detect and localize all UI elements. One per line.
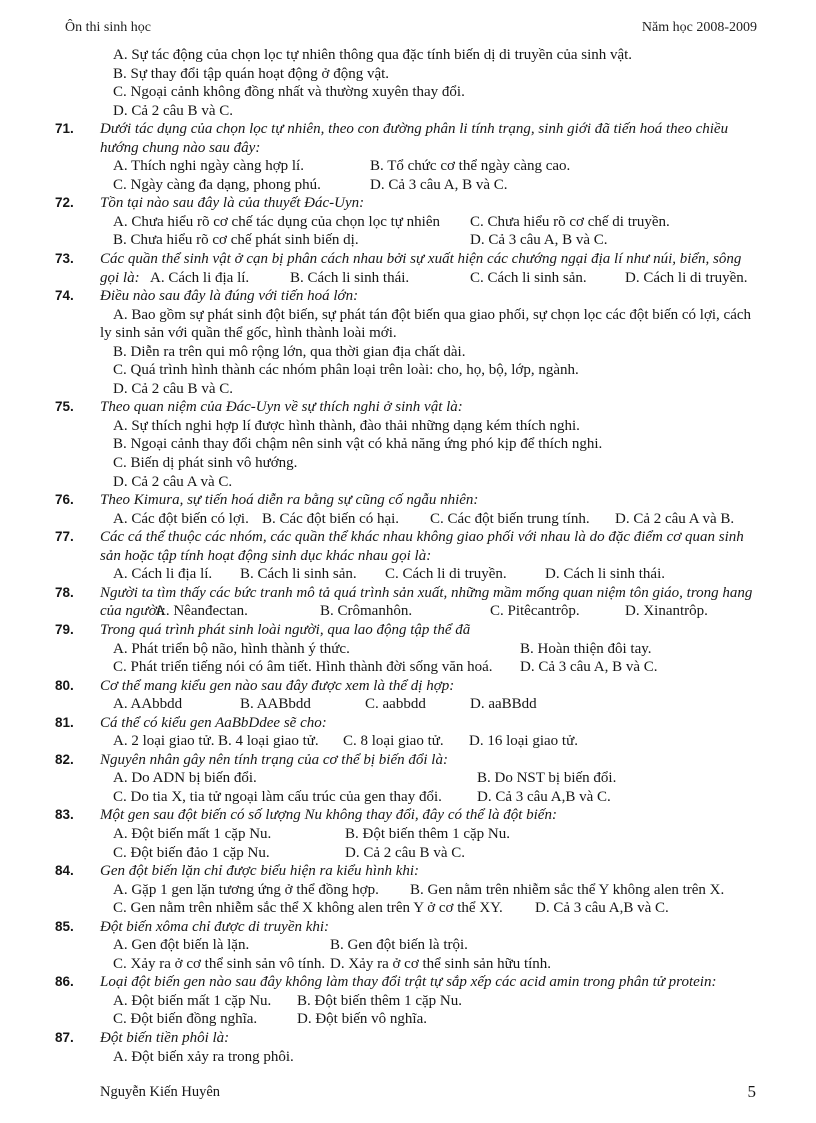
question-line [0, 65, 816, 84]
answer-option-text: A. Sự thích nghi hợp lí được hình thành, đào thải những dạng kém thích nghi. [113, 417, 580, 434]
question-line [0, 102, 816, 121]
answer-option-text: A. Bao gồm sự phát sinh đột biến, sự phát tán đột biến qua giao phối, sự chọn lọc các đột biến có lợi, cách [113, 306, 752, 323]
answer-option-text: C. Xảy ra ở cơ thể sinh sản vô tính. [113, 955, 326, 972]
header-title: Ôn thi sinh học [65, 20, 151, 35]
answer-option-text: D. Xảy ra ở cơ thể sinh sản hữu tính. [330, 955, 552, 972]
question-stem-text: Điều nào sau đây là đúng với tiến hoá lớn: [100, 288, 359, 305]
question-line [0, 454, 816, 473]
answer-option-text: A. Phát triển bộ não, hình thành ý thức. [113, 640, 350, 657]
answer-option-text: D. Cả 3 câu A, B và C. [370, 176, 508, 193]
question-number: 87. [55, 1029, 74, 1045]
answer-option-text: B. Các đột biến có hại. [262, 510, 400, 527]
question-number: 86. [55, 974, 74, 990]
answer-option-text: A. Cách li địa lí. [113, 566, 213, 583]
answer-option-text: C. Pitêcantrôp. [490, 603, 580, 620]
question-stem-text: Các quần thể sinh vật ở cạn bị phân cách nhau bởi sự xuất hiện các chướng ngại địa lí như núi, biển, sông [100, 251, 742, 268]
question-stem-text: gọi là: [100, 269, 140, 286]
answer-option-text: C. aabbdd [365, 696, 426, 713]
answer-option-text: C. 8 loại giao tử. [343, 733, 444, 750]
question-line [0, 213, 816, 232]
question-number: 79. [55, 621, 74, 637]
question-list [0, 46, 816, 1066]
answer-option-text: B. Do NST bị biến đổi. [477, 770, 617, 787]
question-line [0, 732, 816, 751]
question-line [0, 231, 816, 250]
answer-option-text: D. Cách li di truyền. [625, 269, 748, 286]
answer-option-text: A. Gặp 1 gen lặn tương ứng ở thể đồng hợp. [113, 881, 379, 898]
answer-option-text: B. Đột biến thêm 1 cặp Nu. [297, 992, 462, 1009]
question-stem-text: của người: [100, 603, 166, 620]
question-line [0, 602, 816, 621]
question-line [0, 176, 816, 195]
question-line [0, 936, 816, 955]
question-line [0, 269, 816, 288]
question-number: 81. [55, 714, 74, 730]
answer-option-text: D. Cách li sinh thái. [545, 566, 665, 583]
question-line [0, 640, 816, 659]
question-line [0, 157, 816, 176]
answer-option-text: B. Cách li sinh sản. [240, 566, 357, 583]
answer-option-text: C. Biến dị phát sinh vô hướng. [113, 455, 298, 472]
answer-option-text: C. Cách li di truyền. [385, 566, 507, 583]
answer-option-text: A. AAbbdd [113, 696, 183, 713]
question-number: 72. [55, 195, 74, 211]
answer-option-text: A. Nêanđectan. [155, 603, 248, 620]
question-line [0, 139, 816, 158]
answer-option-text: B. Đột biến thêm 1 cặp Nu. [345, 825, 510, 842]
answer-option-text: B. Sự thay đổi tập quán hoạt động ở động vật. [113, 65, 390, 82]
answer-option-text: D. Cả 3 câu A, B và C. [470, 232, 608, 249]
question-stem-text: Theo Kimura, sự tiến hoá diễn ra bằng sự cũng cố ngẫu nhiên: [100, 492, 479, 509]
answer-option-text: A. Chưa hiểu rõ cơ chế tác dụng của chọn lọc tự nhiên [113, 213, 441, 230]
question-stem-text: Đột biến tiền phôi là: [100, 1029, 230, 1046]
answer-option-text: D. Cả 2 câu B và C. [113, 102, 233, 119]
question-first-line [0, 714, 816, 733]
footer-page-number: 5 [747, 1082, 756, 1101]
answer-option-text: B. AABbdd [240, 696, 311, 713]
question-stem-text: Người ta tìm thấy các bức tranh mô tả quá trình sản xuất, những mầm mống quan niệm tôn giáo, trong hang [100, 584, 753, 601]
answer-option-text: A. Đột biến mất 1 cặp Nu. [113, 825, 272, 842]
question-number: 76. [55, 492, 74, 508]
question-line [0, 1048, 816, 1067]
question-number: 80. [55, 677, 74, 693]
question-line [0, 473, 816, 492]
answer-option-text: C. Gen nằm trên nhiễm sắc thể X không alen trên Y ở cơ thể XY. [113, 900, 503, 917]
answer-option-text: A. Các đột biến có lợi. [113, 510, 249, 527]
question-line [0, 844, 816, 863]
question-first-line [0, 806, 816, 825]
question-line [0, 881, 816, 900]
question-line [0, 547, 816, 566]
question-first-line [0, 250, 816, 269]
question-stem-text: Đột biến xôma chỉ được di truyền khi: [100, 918, 330, 935]
question-number: 73. [55, 251, 74, 267]
answer-option-text: C. Các đột biến trung tính. [430, 510, 590, 527]
question-line [0, 83, 816, 102]
answer-option-text: A. Do ADN bị biến đổi. [113, 770, 257, 787]
question-stem-text: Một gen sau đột biến có số lượng Nu không thay đổi, đây có thể là đột biến: [100, 807, 557, 824]
question-first-line [0, 862, 816, 881]
question-line [0, 788, 816, 807]
question-number: 75. [55, 399, 74, 415]
answer-option-text: B. Chưa hiểu rõ cơ chế phát sinh biến dị. [113, 232, 359, 249]
question-stem-text: Dưới tác dụng của chọn lọc tự nhiên, theo con đường phân li tính trạng, sinh giới đã tiến hoá theo chiều [100, 121, 729, 138]
question-line [0, 769, 816, 788]
question-line [0, 992, 816, 1011]
answer-option-text: D. Cả 3 câu A,B và C. [477, 788, 611, 805]
answer-option-text: B. Cách li sinh thái. [290, 269, 410, 286]
answer-option-text: D. Cả 2 câu A và C. [113, 473, 233, 490]
question-first-line [0, 621, 816, 640]
answer-option-text: B. Tổ chức cơ thể ngày càng cao. [370, 158, 571, 175]
answer-option-text: C. Quá trình hình thành các nhóm phân loại trên loài: cho, họ, bộ, lớp, ngành. [113, 362, 579, 379]
answer-option-text: D. Cả 3 câu A,B và C. [535, 900, 669, 917]
footer-author: Nguyễn Kiến Huyên [100, 1084, 221, 1100]
question-line [0, 343, 816, 362]
question-first-line [0, 677, 816, 696]
question-line [0, 695, 816, 714]
answer-option-text: A. Đột biến xảy ra trong phôi. [113, 1048, 294, 1065]
question-line [0, 361, 816, 380]
answer-option-text: B. Gen nằm trên nhiễm sắc thể Y không alen trên X. [410, 881, 725, 898]
question-line [0, 658, 816, 677]
question-first-line [0, 973, 816, 992]
question-line [0, 825, 816, 844]
question-first-line [0, 120, 816, 139]
question-stem-text: Cá thể có kiểu gen AaBbDdee sẽ cho: [100, 714, 327, 731]
question-line [0, 565, 816, 584]
answer-option-text: D. Cả 2 câu B và C. [345, 844, 465, 861]
question-first-line [0, 751, 816, 770]
question-first-line [0, 1029, 816, 1048]
question-stem-text: Trong quá trình phát sinh loài người, qua lao động tập thể đã [100, 621, 471, 638]
question-stem-text: sản hoặc tập tính hoạt động sinh dục khác nhau gọi là: [100, 547, 432, 564]
answer-option-text: B. Ngoại cảnh thay đổi chậm nên sinh vật có khả năng ứng phó kịp để thích nghi. [113, 436, 603, 453]
answer-option-text: B. Diễn ra trên qui mô rộng lớn, qua thời gian địa chất dài. [113, 343, 466, 360]
question-number: 74. [55, 288, 74, 304]
answer-option-text: C. Phát triển tiếng nói có âm tiết. Hình thành đời sống văn hoá. [113, 659, 493, 676]
question-first-line [0, 398, 816, 417]
question-line [0, 1010, 816, 1029]
question-first-line [0, 528, 816, 547]
answer-option-text: C. Do tia X, tia tử ngoại làm cấu trúc của gen thay đổi. [113, 788, 442, 805]
question-number: 84. [55, 863, 74, 879]
answer-option-text: A. Đột biến mất 1 cặp Nu. [113, 992, 272, 1009]
answer-option-text: B. Crômanhôn. [320, 603, 413, 620]
question-line [0, 955, 816, 974]
question-first-line [0, 194, 816, 213]
answer-option-text: C. Ngoại cảnh không đồng nhất và thường xuyên thay đổi. [113, 84, 465, 101]
question-number: 85. [55, 918, 74, 934]
answer-option-text: D. Đột biến vô nghĩa. [297, 1011, 427, 1028]
answer-option-text: D. Xinantrôp. [625, 603, 708, 620]
question-first-line [0, 584, 816, 603]
answer-option-text: C. Cách li sinh sản. [470, 269, 587, 286]
question-stem-text: hướng chung nào sau đây: [100, 139, 261, 156]
question-line [0, 46, 816, 65]
question-stem-text: Theo quan niệm của Đác-Uyn về sự thích nghi ở sinh vật là: [100, 399, 463, 416]
question-line [0, 435, 816, 454]
answer-option-text: D. Cả 3 câu A, B và C. [520, 659, 658, 676]
answer-option-text: A. Cách li địa lí. [150, 269, 250, 286]
question-number: 82. [55, 751, 74, 767]
question-number: 71. [55, 121, 74, 137]
question-stem-text: Nguyên nhân gây nên tính trạng của cơ thể bị biến đổi là: [100, 751, 448, 768]
answer-option-text: B. Hoàn thiện đôi tay. [520, 640, 652, 657]
question-stem-text: Gen đột biến lặn chỉ được biểu hiện ra kiểu hình khi: [100, 863, 420, 880]
answer-option-text: C. Ngày càng đa dạng, phong phú. [113, 176, 321, 193]
answer-option-text: A. Thích nghi ngày càng hợp lí. [113, 158, 304, 175]
question-line [0, 417, 816, 436]
question-first-line [0, 491, 816, 510]
answer-option-text: B. 4 loại giao tử. [218, 733, 319, 750]
answer-option-text: B. Gen đột biến là trội. [330, 937, 468, 954]
answer-option-text: ly sinh sản với quần thể gốc, hình thành loài mới. [100, 325, 397, 342]
answer-option-text: A. Gen đột biến là lặn. [113, 937, 250, 954]
question-first-line [0, 918, 816, 937]
header-school-year: Năm học 2008-2009 [641, 20, 757, 35]
answer-option-text: C. Chưa hiểu rõ cơ chế di truyền. [470, 213, 670, 230]
question-stem-text: Tồn tại nào sau đây là của thuyết Đác-Uyn: [100, 195, 365, 212]
question-stem-text: Cơ thể mang kiểu gen nào sau đây được xem là thể dị hợp: [100, 677, 455, 694]
question-stem-text: Loại đột biến gen nào sau đây không làm thay đổi trật tự sắp xếp các acid amin trong phân tử protein: [100, 974, 717, 991]
question-first-line [0, 287, 816, 306]
question-number: 78. [55, 584, 74, 600]
question-number: 77. [55, 529, 74, 545]
answer-option-text: D. Cả 2 câu A và B. [615, 510, 735, 527]
question-stem-text: Các cá thể thuộc các nhóm, các quần thể khác nhau không giao phối với nhau là do đặc điểm cơ quan sinh [100, 529, 744, 546]
answer-option-text: A. Sự tác động của chọn lọc tự nhiên thông qua đặc tính biến dị di truyền của sinh vật. [113, 47, 633, 63]
answer-option-text: A. 2 loại giao tử. [113, 733, 215, 750]
question-line [0, 899, 816, 918]
answer-option-text: D. Cả 2 câu B và C. [113, 380, 233, 397]
answer-option-text: D. 16 loại giao tử. [469, 733, 578, 750]
question-line [0, 306, 816, 325]
question-number: 83. [55, 807, 74, 823]
question-line [0, 380, 816, 399]
answer-option-text: C. Đột biến đảo 1 cặp Nu. [113, 844, 270, 861]
answer-option-text: C. Đột biến đồng nghĩa. [113, 1011, 258, 1028]
question-line [0, 324, 816, 343]
page-footer [0, 1082, 816, 1106]
question-line [0, 510, 816, 529]
answer-option-text: D. aaBBdd [470, 696, 537, 713]
